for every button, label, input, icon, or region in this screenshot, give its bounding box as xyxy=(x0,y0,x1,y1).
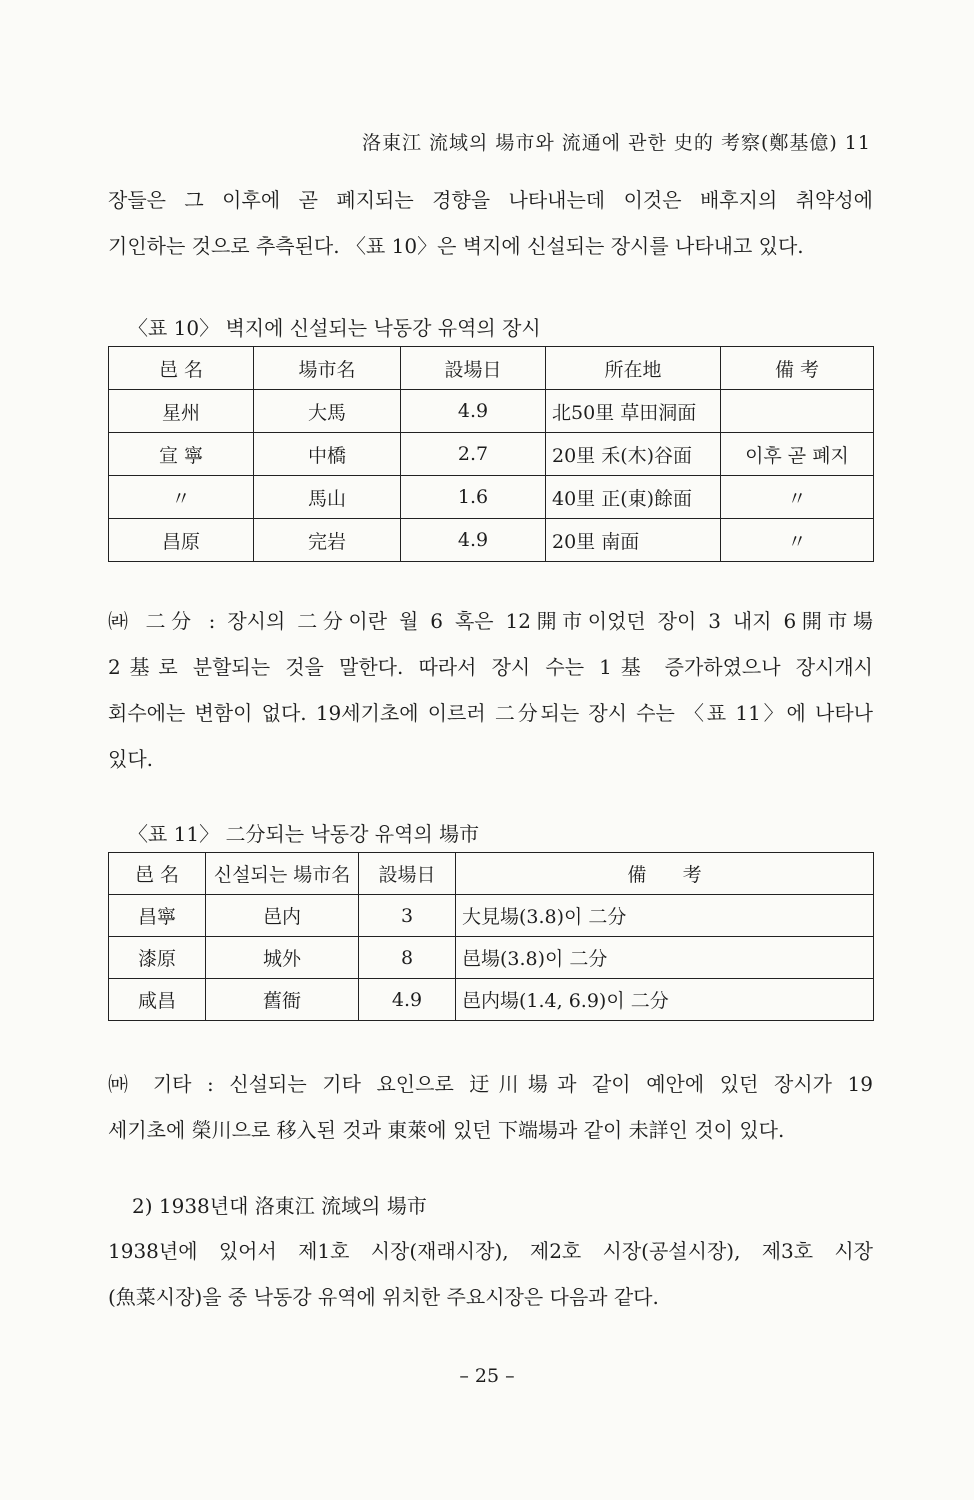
table-cell: 宣 寧 xyxy=(109,433,254,476)
table-row xyxy=(109,519,874,562)
table-row xyxy=(109,895,874,937)
table-10 xyxy=(108,346,874,562)
table-row xyxy=(109,433,874,476)
section-ma-line-2: 세기초에 榮川으로 移入된 것과 東萊에 있던 下端場과 같이 未詳인 것이 있다. xyxy=(108,1118,785,1142)
table-cell: 4.9 xyxy=(401,519,546,562)
section-2-paragraph xyxy=(108,1228,873,1320)
section-2-heading: 2) 1938년대 洛東江 流域의 場市 xyxy=(132,1194,427,1218)
running-header: 洛東江 流域의 場市와 流通에 관한 史的 考察(鄭基億) 11 xyxy=(361,132,871,154)
intro-line-1: 장들은 그 이후에 곧 폐지되는 경향을 나타내는데 이것은 배후지의 취약성에 xyxy=(108,188,873,212)
section-ma-paragraph xyxy=(108,1061,873,1153)
table-row xyxy=(109,979,874,1021)
table-cell: 昌原 xyxy=(109,519,254,562)
table-cell: 邑内 xyxy=(206,895,359,937)
table10-header-row xyxy=(109,347,874,390)
table-cell: 20里 南面 xyxy=(546,519,721,562)
table11-header-row xyxy=(109,853,874,895)
section-ra-line-1: ㈑ 二分 : 장시의 二分이란 월 6 혹은 12開市이었던 장이 3 내지 6開市場 xyxy=(108,609,873,633)
intro-paragraph xyxy=(108,177,873,269)
table-cell: 馬山 xyxy=(254,476,401,519)
section-ma-line-1: ㈒ 기타 : 신설되는 기타 요인으로 迂川場과 같이 예안에 있던 장시가 19 xyxy=(108,1072,873,1096)
section-2-line-2: (魚菜시장)을 중 낙동강 유역에 위치한 주요시장은 다음과 같다. xyxy=(108,1285,659,1309)
table10-header: 邑 名 xyxy=(109,347,254,390)
table-cell: 20里 禾(木)谷面 xyxy=(546,433,721,476)
page-number: – 25 – xyxy=(459,1365,515,1387)
table11-header: 邑 名 xyxy=(109,853,206,895)
table-cell: 中橋 xyxy=(254,433,401,476)
table-cell: 北50里 草田洞面 xyxy=(546,390,721,433)
table-11 xyxy=(108,852,874,1021)
table-cell: 大馬 xyxy=(254,390,401,433)
table-cell: 〃 xyxy=(721,476,874,519)
table-cell: 40里 正(東)餘面 xyxy=(546,476,721,519)
section-ra-line-3: 회수에는 변함이 없다. 19세기초에 이르러 二分되는 장시 수는 〈표 11〉에 나타나 xyxy=(108,701,873,725)
table-row xyxy=(109,937,874,979)
table10-header: 所在地 xyxy=(546,347,721,390)
table11-caption: 〈표 11〉 二分되는 낙동강 유역의 場市 xyxy=(128,822,480,846)
table-cell: 星州 xyxy=(109,390,254,433)
section-ra-paragraph xyxy=(108,598,873,782)
table11-header: 備 考 xyxy=(456,853,874,895)
table-cell: 咸昌 xyxy=(109,979,206,1021)
table-cell: 이후 곧 폐지 xyxy=(721,433,874,476)
table11-header: 設場日 xyxy=(359,853,456,895)
table11-header: 신설되는 場市名 xyxy=(206,853,359,895)
table-cell: 完岩 xyxy=(254,519,401,562)
section-2-line-1: 1938년에 있어서 제1호 시장(재래시장), 제2호 시장(공설시장), 제3호 시장 xyxy=(108,1239,873,1263)
table-cell: 1.6 xyxy=(401,476,546,519)
table-row xyxy=(109,476,874,519)
table-cell: 4.9 xyxy=(359,979,456,1021)
table10-header: 備 考 xyxy=(721,347,874,390)
table-cell: 舊衙 xyxy=(206,979,359,1021)
table10-caption: 〈표 10〉 벽지에 신설되는 낙동강 유역의 장시 xyxy=(128,316,541,340)
intro-line-2: 기인하는 것으로 추측된다. 〈표 10〉은 벽지에 신설되는 장시를 나타내고 있다. xyxy=(108,234,804,258)
table-cell: 〃 xyxy=(109,476,254,519)
table-cell xyxy=(721,390,874,433)
table-cell: 〃 xyxy=(721,519,874,562)
table-cell: 城外 xyxy=(206,937,359,979)
table-cell: 8 xyxy=(359,937,456,979)
table-cell: 大見場(3.8)이 二分 xyxy=(456,895,874,937)
table10-header: 場市名 xyxy=(254,347,401,390)
table-cell: 3 xyxy=(359,895,456,937)
table-cell: 4.9 xyxy=(401,390,546,433)
section-ra-line-2: 2基로 분할되는 것을 말한다. 따라서 장시 수는 1基 증가하였으나 장시개시 xyxy=(108,655,873,679)
section-ra-line-4: 있다. xyxy=(108,747,153,771)
table-cell: 昌寧 xyxy=(109,895,206,937)
table-cell: 邑場(3.8)이 二分 xyxy=(456,937,874,979)
table-cell: 漆原 xyxy=(109,937,206,979)
table10-header: 設場日 xyxy=(401,347,546,390)
table-cell: 2.7 xyxy=(401,433,546,476)
table-cell: 邑内場(1.4, 6.9)이 二分 xyxy=(456,979,874,1021)
table-row xyxy=(109,390,874,433)
